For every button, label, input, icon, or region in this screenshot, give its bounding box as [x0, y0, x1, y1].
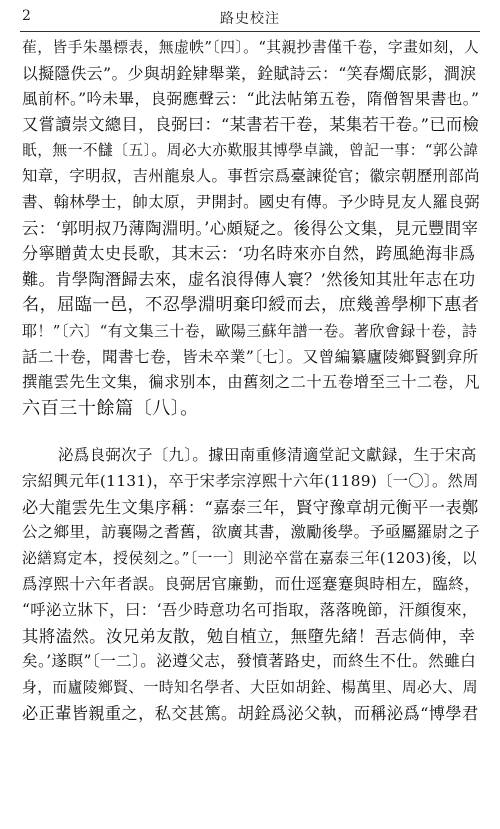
text-line: 撰龍雲先生文集，徧求别本，由舊刻之二十五卷增至三十二卷，凡 — [22, 373, 480, 392]
paragraph-1 — [22, 35, 480, 422]
text-line: 耶！”〔六〕“有文集三十卷，歐陽三蘇年譜一卷。著欣會録十卷，詩 — [22, 321, 478, 340]
text-line: 泌爲良弼次子〔九〕。據田南重修清適堂記文獻録，生于宋高 — [58, 445, 477, 464]
text-line: 必正輩皆親重之，私交甚篤。胡銓爲泌父執，而稱泌爲“博學君 — [22, 703, 479, 723]
text-line: 風前杯。”吟未畢，良弼應聲云：“此法帖第五卷，隋僧智果書也。” — [22, 89, 480, 108]
text-line: 難。肯學陶潛歸去來，虚名浪得傳人寰？’然後知其壯年志在功 — [22, 270, 476, 290]
text-line: 名，屈臨一邑，不忍學淵明棄印綬而去，庶幾善學柳下惠者 — [22, 294, 480, 315]
text-line: 身，而廬陵鄉賢、一時知名學者、大臣如胡銓、楊萬里、周必大、周 — [22, 679, 478, 697]
text-line: 泌繕寫定本，授侯刻之。”〔一一〕則泌卒當在嘉泰三年(1203)後，以 — [22, 550, 478, 568]
text-line: 以擬隱佚云”。少與胡銓肄舉業，銓賦詩云：“笑春燭底影，澗淚 — [22, 63, 477, 83]
text-line: 話二十卷，聞書七卷，皆未卒業”〔七〕。又曾編纂廬陵鄉賢劉弇所 — [22, 347, 479, 366]
text-line: 六百三十餘篇〔八〕。 — [22, 398, 199, 420]
header-rule — [20, 31, 480, 32]
page-header — [20, 4, 480, 30]
text-line: 云：‘郭明叔乃薄陶淵明。’心頗疑之。後得公文集，見元豐間宰 — [22, 218, 479, 238]
text-line: 宗紹興元年(1131)，卒于宋孝宗淳熙十六年(1189)〔一〇〕。然周 — [22, 471, 479, 490]
text-line: 矣。’遂瞑”〔一二〕。泌遵父志，發憤著路史，而終生不仕。然雖白 — [22, 652, 477, 671]
page-number: 2 — [22, 8, 31, 24]
text-line: 公之鄉里，訪襄陽之耆舊，欲廣其書，激勵後學。予亟屬羅尉之子 — [22, 523, 480, 542]
text-line: “呼泌立牀下，曰：‘吾少時意功名可指取，落落晚節，汗顔復來， — [22, 600, 478, 619]
text-line: 又嘗讀崇文總目，良弼曰：“某書若干卷，某集若干卷。”已而檢 — [22, 115, 480, 135]
text-line: 爲淳熙十六年者誤。良弼居官廉勤，而仕逕蹇蹇與時相左，臨終， — [22, 574, 480, 593]
text-line: 必大龍雲先生文集序稱：“嘉泰三年，賢守豫章胡元衡平一表鄭 — [22, 497, 479, 517]
text-line: 分寧贈黄太史長歌，其末云：‘功名時來亦自然，跨風絶海非爲 — [22, 244, 476, 264]
paragraph-gap — [22, 422, 480, 443]
text-line: 書、翰林學士，帥太原，尹開封。國史有傳。予少時見友人羅良弼 — [22, 192, 480, 211]
text-line: 其將溘然。汝兄弟友散，勉自植立，無墮先緒！吾志倘伸，幸 — [22, 626, 476, 646]
text-line: 知章，字明叔，吉州龍泉人。事哲宗爲臺諫從官；徽宗朝歷刑部尚 — [22, 166, 480, 185]
text-line: 眂，無一不讎〔五〕。周必大亦歎服其博學卓識，曾記一事：“郭公諱 — [22, 142, 479, 160]
running-title: 路史校注 — [220, 11, 280, 27]
body-text — [22, 35, 480, 727]
text-line: 萑，皆手朱墨標表，無虚帙”〔四〕。“其親抄書僅千卷，字畫如刻，人 — [22, 39, 480, 56]
paragraph-2 — [22, 443, 480, 727]
